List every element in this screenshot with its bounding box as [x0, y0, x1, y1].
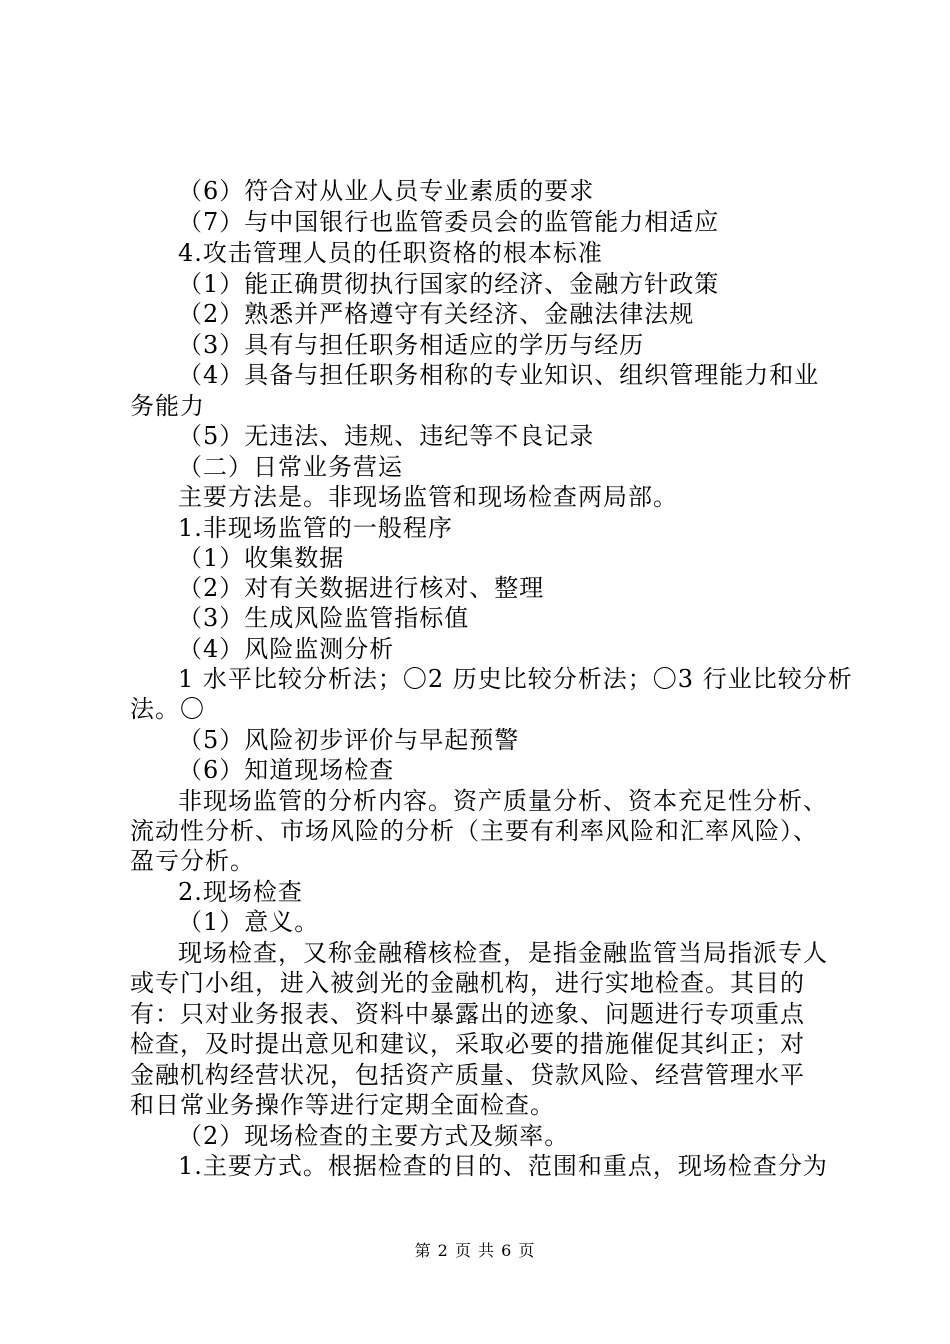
- text-line: （1）收集数据: [178, 544, 345, 572]
- section-heading: （二）日常业务营运: [178, 453, 403, 481]
- text-line: （6）符合对从业人员专业素质的要求: [178, 177, 595, 205]
- text-line: （3）生成风险监管指标值: [178, 604, 470, 632]
- text-line: 现场检查，又称金融稽核检查，是指金融监管当局指派专人: [178, 939, 828, 967]
- text-line: 有：只对业务报表、资料中暴露出的迹象、问题进行专项重点: [130, 1000, 805, 1028]
- text-line: （1）意义。: [178, 908, 320, 936]
- text-line: （5）无违法、违规、违纪等不良记录: [178, 422, 595, 450]
- text-line: （2）现场检查的主要方式及频率。: [178, 1122, 570, 1150]
- text-line: （3）具有与担任职务相适应的学历与经历: [178, 331, 645, 359]
- text-line: （1）能正确贯彻执行国家的经济、金融方针政策: [178, 270, 720, 298]
- text-line: 务能力: [130, 392, 205, 420]
- text-line: （2）对有关数据进行核对、整理: [178, 574, 545, 602]
- text-line: 4.攻击管理人员的任职资格的根本标准: [178, 239, 603, 267]
- text-line: 1 水平比较分析法；〇2 历史比较分析法；〇3 行业比较分析: [178, 665, 853, 693]
- text-line: 主要方法是。非现场监管和现场检查两局部。: [178, 483, 678, 511]
- text-line: 流动性分析、市场风险的分析（主要有利率风险和汇率风险）、: [130, 817, 818, 845]
- text-line: 1.非现场监管的一般程序: [178, 514, 453, 542]
- text-line: 金融机构经营状况，包括资产质量、贷款风险、经营管理水平: [130, 1061, 805, 1089]
- text-line: 或专门小组，进入被剑光的金融机构，进行实地检查。其目的: [130, 969, 805, 997]
- text-line: （5）风险初步评价与早起预警: [178, 726, 520, 754]
- text-line: （4）风险监测分析: [178, 635, 395, 663]
- text-line: （2）熟悉并严格遵守有关经济、金融法律法规: [178, 300, 695, 328]
- text-line: 盈亏分析。: [130, 847, 255, 875]
- text-line: 法。〇: [130, 695, 205, 723]
- text-line: 和日常业务操作等进行定期全面检查。: [130, 1091, 555, 1119]
- text-line: 1.主要方式。根据检查的目的、范围和重点，现场检查分为: [178, 1152, 828, 1180]
- text-line: 检查，及时提出意见和建议，采取必要的措施催促其纠正；对: [130, 1030, 805, 1058]
- page-footer: 第 2 页 共 6 页: [414, 1241, 536, 1260]
- text-line: （7）与中国银行也监管委员会的监管能力相适应: [178, 208, 720, 236]
- text-line: 非现场监管的分析内容。资产质量分析、资本充足性分析、: [178, 787, 828, 815]
- text-line: （4）具备与担任职务相称的专业知识、组织管理能力和业: [178, 361, 820, 389]
- text-line: 2.现场检查: [178, 878, 303, 906]
- text-line: （6）知道现场检查: [178, 756, 395, 784]
